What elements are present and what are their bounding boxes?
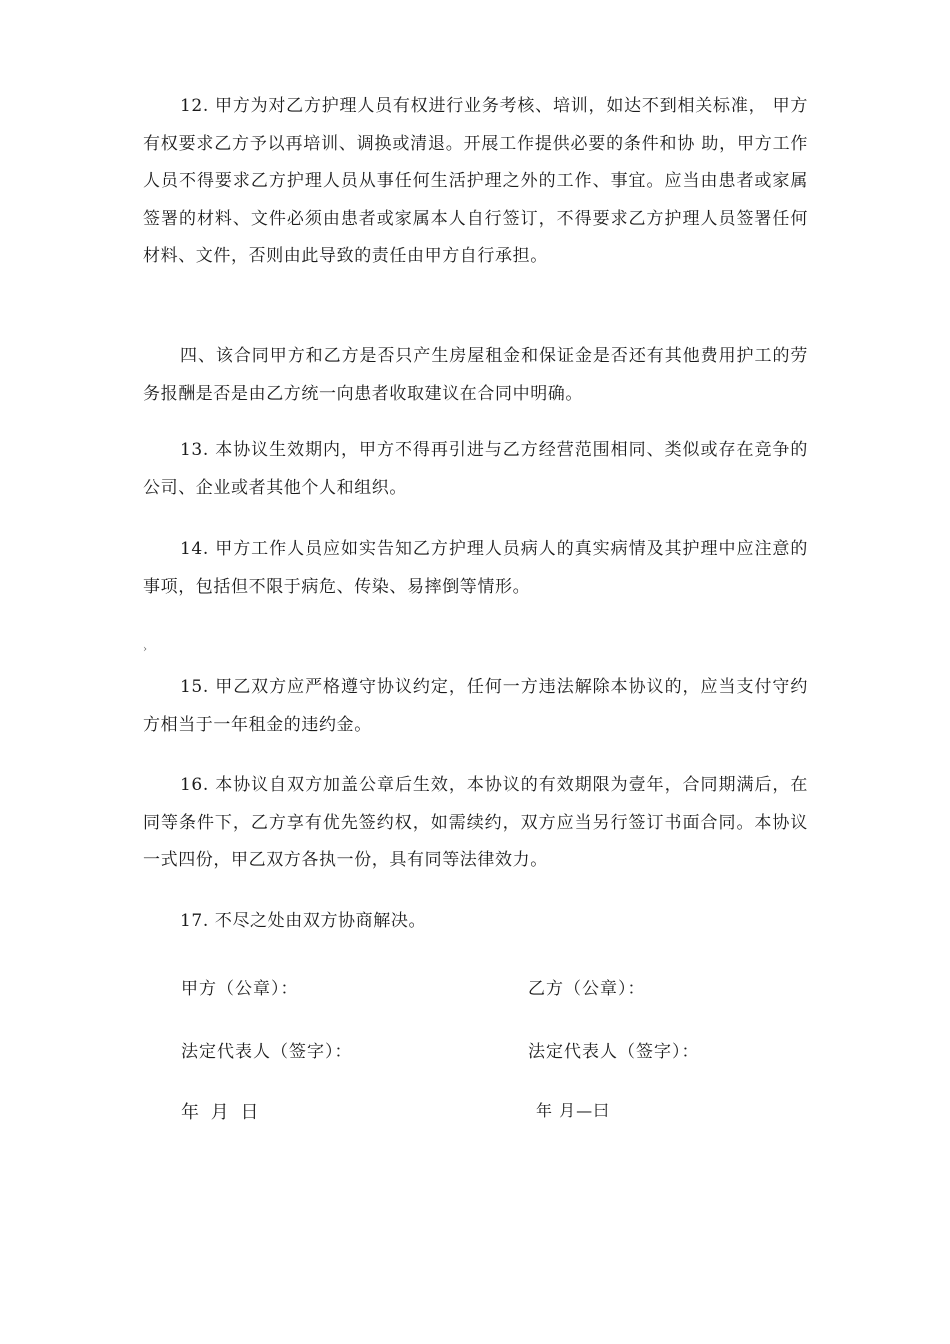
clause-13: 13. 本协议生效期内，甲方不得再引进与乙方经营范围相同、类似或存在竞争的公司、企业或者其他个人和组织。 — [143, 440, 808, 498]
clause-12: 12. 甲方为对乙方护理人员有权进行业务考核、培训，如达不到相关标准， 甲方有权要求乙方予以再培训、调换或清退。开展工作提供必要的条件和协 助，甲方工作人员不得要求乙方护理人员从事任何生活护理之外的工作、事宜。应当由患者或家属签署的材料、文件必须由患者或家属本人自行签订，不得要求乙方护理人员签署任何材料、文件，否则由此导致的责任由甲方自行承担。 — [143, 96, 808, 266]
clause-17: 17. 不尽之处由双方协商解决。 — [180, 911, 427, 931]
note-four: 四、该合同甲方和乙方是否只产生房屋租金和保证金是否还有其他费用护工的劳务报酬是否是由乙方统一向患者收取建议在合同中明确。 — [143, 346, 808, 404]
party-a-date-label: 年 月 日 — [181, 1102, 262, 1123]
party-b-seal-label: 乙方（公章）： — [528, 979, 646, 999]
party-b-representative-label: 法定代表人（签字）： — [528, 1042, 700, 1062]
party-b-date-label: 年 月—曰 — [536, 1101, 611, 1120]
clause-15: 15. 甲乙双方应严格遵守协议约定，任何一方违法解除本协议的，应当支付守约方相当于一年租金的违约金。 — [143, 677, 808, 735]
clause-16: 16. 本协议自双方加盖公章后生效，本协议的有效期限为壹年，合同期满后，在同等条件下，乙方享有优先签约权，如需续约，双方应当另行签订书面合同。本协议一式四份，甲乙双方各执一份，具有同等法律效力。 — [143, 775, 808, 870]
party-a-representative-label: 法定代表人（签字）： — [181, 1042, 353, 1062]
party-a-seal-label: 甲方（公章）： — [181, 979, 299, 999]
clause-14: 14. 甲方工作人员应如实告知乙方护理人员病人的真实病情及其护理中应注意的事项，包括但不限于病危、传染、易摔倒等情形。 — [143, 539, 808, 597]
stray-mark: › — [143, 644, 147, 655]
